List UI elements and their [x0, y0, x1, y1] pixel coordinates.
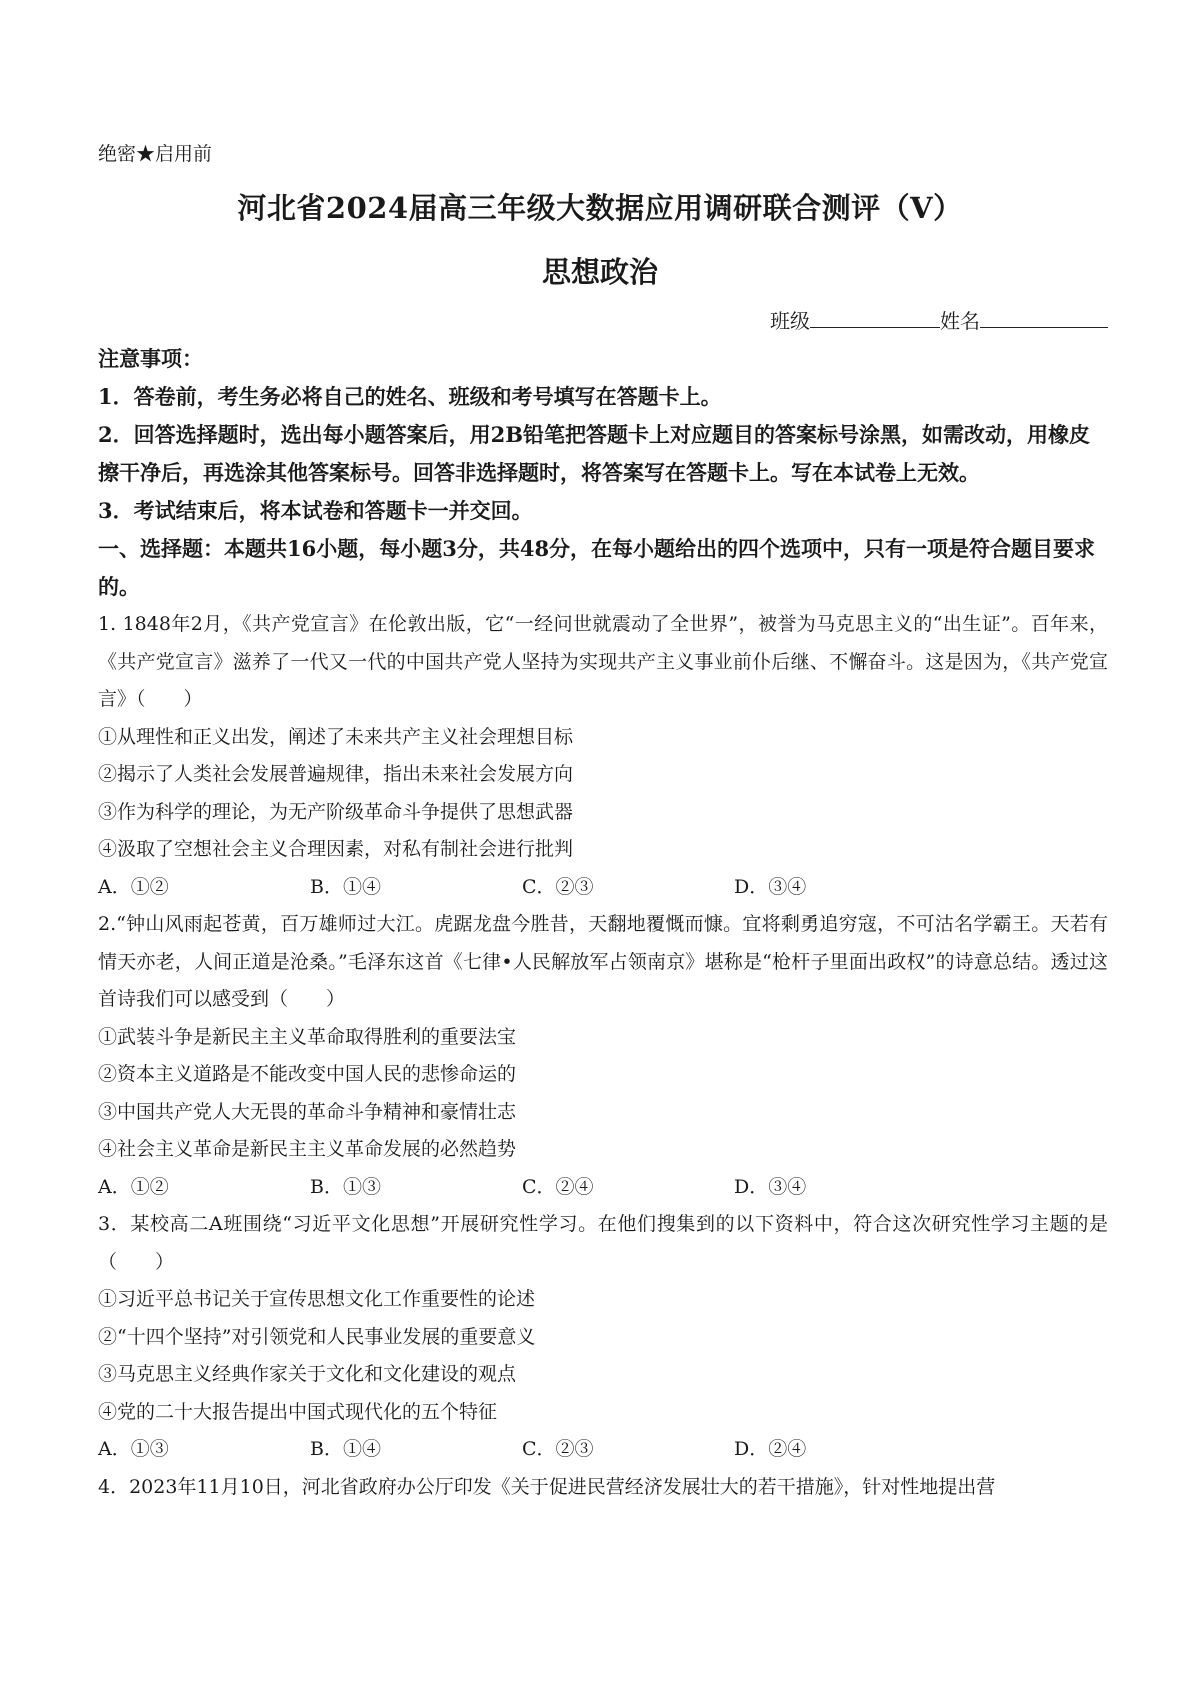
choice-b: B．①④ [310, 875, 381, 898]
statement-option: ④社会主义革命是新民主主义革命发展的必然趋势 [98, 1138, 517, 1160]
answer-choices [98, 1431, 1108, 1469]
answer-choices [98, 1169, 1108, 1207]
statement-option: ①武装斗争是新民主主义革命取得胜利的重要法宝 [98, 1025, 517, 1048]
choice-a: A．①② [98, 875, 169, 898]
statement-option: ①从理性和正义出发，阐述了未来共产主义社会理想目标 [98, 725, 574, 748]
statement-option: ③中国共产党人大无畏的革命斗争精神和豪情壮志 [98, 1100, 517, 1123]
statement-option: ②揭示了人类社会发展普遍规律，指出未来社会发展方向 [98, 763, 574, 785]
exam-title: 河北省2024届高三年级大数据应用调研联合测评（Ⅴ） [237, 191, 963, 225]
question-stem: 2.“钟山风雨起苍黄，百万雄师过大江。虎踞龙盘今胜昔，天翻地覆慨而慷。宜将剩勇追穷寇，不可沽名学霸王。天若有情天亦老，人间正道是沧桑。”毛泽东这首《七律•人民解放军占领南京》堪称是“枪杆子里面出政权”的诗意总结。透过这首诗我们可以感受到（ ） [98, 913, 1108, 1010]
exam-content [98, 340, 1108, 1506]
choice-b: B．①④ [310, 1438, 381, 1460]
statement-option: ④汲取了空想社会主义合理因素，对私有制社会进行批判 [98, 838, 574, 860]
statement-option: ①习近平总书记关于宣传思想文化工作重要性的论述 [98, 1288, 536, 1310]
choice-d: D．②④ [734, 1438, 807, 1460]
question-stem: 3．某校高二A班围绕“习近平文化思想”开展研究性学习。在他们搜集到的以下资料中，符合这次研究性学习主题的是（ ） [98, 1213, 1108, 1273]
choice-d: D．③④ [734, 875, 807, 898]
answer-choices [98, 869, 1108, 907]
name-blank [980, 309, 1108, 328]
subject-title: 思想政治 [541, 255, 658, 289]
question-1 [98, 606, 1108, 906]
confidential-label: 绝密★启用前 [98, 143, 213, 165]
question-4 [98, 1469, 1108, 1507]
statement-option: ②“十四个坚持”对引领党和人民事业发展的重要意义 [98, 1325, 536, 1348]
statement-option: ③马克思主义经典作家关于文化和文化建设的观点 [98, 1363, 517, 1385]
statement-option: ④党的二十大报告提出中国式现代化的五个特征 [98, 1400, 498, 1423]
choice-b: B．①③ [310, 1175, 381, 1198]
statement-option: ②资本主义道路是不能改变中国人民的悲惨命运的 [98, 1063, 517, 1085]
choice-a: A．①② [98, 1175, 169, 1198]
question-2 [98, 906, 1108, 1206]
choice-a: A．①③ [98, 1438, 169, 1460]
section-heading: 一、选择题：本题共16小题，每小题3分，共48分，在每小题给出的四个选项中，只有一项是符合题目要求的。 [98, 536, 1096, 599]
class-blank [810, 309, 940, 328]
notice-item: 1．答卷前，考生务必将自己的姓名、班级和考号填写在答题卡上。 [98, 384, 722, 409]
choice-c: C．②③ [522, 875, 594, 898]
notice-heading: 注意事项： [98, 346, 203, 371]
statement-option: ③作为科学的理论，为无产阶级革命斗争提供了思想武器 [98, 800, 574, 823]
question-3 [98, 1206, 1108, 1469]
class-name-line [770, 305, 1108, 334]
choice-c: C．②③ [522, 1438, 594, 1460]
class-label: 班级 [770, 309, 810, 333]
question-stem: 1. 1848年2月，《共产党宣言》在伦敦出版，它“一经问世就震动了全世界”，被誉为马克思主义的“出生证”。百年来，《共产党宣言》滋养了一代又一代的中国共产党人坚持为实现共产主义事业前仆后继、不懈奋斗。这是因为，《共产党宣言》（ ） [98, 613, 1108, 710]
choice-d: D．③④ [734, 1175, 807, 1198]
choice-c: C．②④ [522, 1175, 594, 1198]
notice-item: 3．考试结束后，将本试卷和答题卡一并交回。 [98, 498, 533, 523]
question-stem: 4．2023年11月10日，河北省政府办公厅印发《关于促进民营经济发展壮大的若干措施》，针对性地提出营 [98, 1475, 996, 1498]
notice-item: 2．回答选择题时，选出每小题答案后，用2B铅笔把答题卡上对应题目的答案标号涂黑，如需改动，用橡皮擦干净后，再选涂其他答案标号。回答非选择题时，将答案写在答题卡上。写在本试卷上无效。 [98, 422, 1090, 485]
name-label: 姓名 [940, 309, 980, 333]
